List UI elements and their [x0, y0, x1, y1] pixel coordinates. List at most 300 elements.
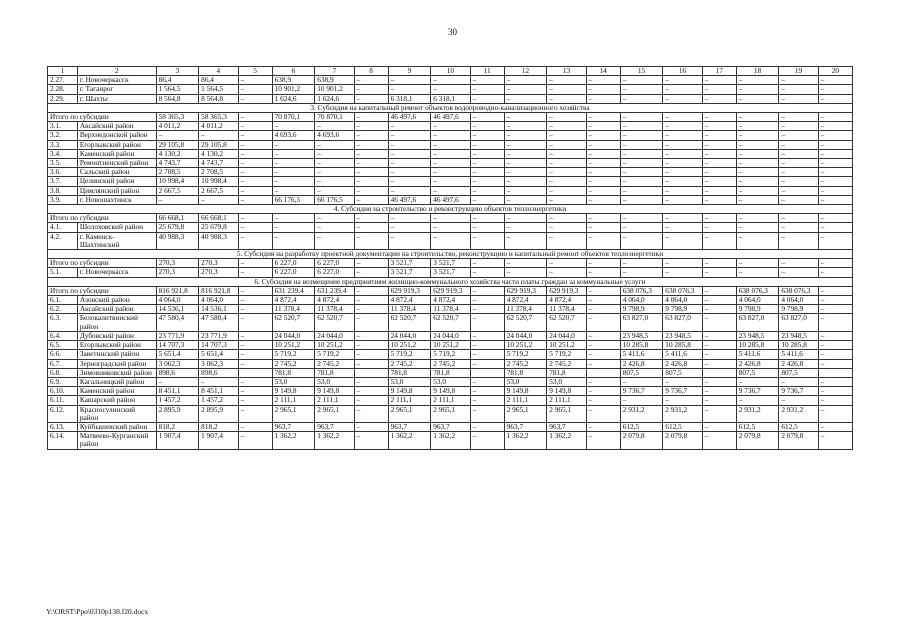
cell-value: 2 745,2	[504, 359, 547, 368]
cell-value: –	[702, 432, 736, 449]
cell-value: –	[431, 76, 470, 85]
cell-value: –	[702, 296, 736, 305]
cell-value: 5 411,6	[620, 350, 663, 359]
cell-value: 86,4	[199, 76, 238, 85]
cell-value: 5 719,2	[547, 350, 586, 359]
cell-value: –	[736, 186, 779, 195]
cell-value: 270,3	[199, 259, 238, 268]
column-header-row	[48, 67, 853, 76]
cell-value: –	[620, 85, 663, 94]
cell-value: –	[620, 122, 663, 131]
cell-value: –	[736, 177, 779, 186]
cell-value: –	[586, 122, 620, 131]
cell-value: 3 521,7	[388, 259, 431, 268]
table-row	[48, 296, 853, 305]
cell-value: –	[199, 131, 238, 140]
cell-value: –	[663, 259, 702, 268]
cell-value: –	[702, 305, 736, 314]
cell-value: –	[156, 377, 199, 386]
column-header: 8	[354, 67, 388, 76]
cell-value: –	[818, 314, 852, 331]
row-number: 6.14.	[48, 432, 78, 449]
cell-value: 2 079,8	[620, 432, 663, 449]
table-row	[48, 159, 853, 168]
cell-value: –	[818, 396, 852, 405]
cell-value: –	[702, 214, 736, 223]
row-number: 3.8.	[48, 186, 78, 195]
row-number: 2.27.	[48, 76, 78, 85]
cell-value: –	[779, 214, 818, 223]
cell-value: 2 111,1	[504, 396, 547, 405]
cell-value: 10 998,4	[199, 177, 238, 186]
district-name: Зимовниковский район	[77, 368, 156, 377]
cell-value: –	[470, 286, 504, 295]
district-name: Цимлянский район	[77, 186, 156, 195]
cell-value: –	[238, 76, 272, 85]
cell-value: 53,0	[315, 377, 354, 386]
cell-value: 807,5	[620, 368, 663, 377]
cell-value: –	[238, 122, 272, 131]
cell-value: –	[238, 331, 272, 340]
cell-value: 46 497,6	[431, 113, 470, 122]
cell-value: 2 111,1	[431, 396, 470, 405]
cell-value: –	[620, 168, 663, 177]
cell-value: –	[586, 286, 620, 295]
cell-value: –	[431, 177, 470, 186]
cell-value: 29 105,8	[199, 140, 238, 149]
table-row	[48, 177, 853, 186]
cell-value: 963,7	[315, 422, 354, 431]
cell-value: –	[818, 259, 852, 268]
cell-value: –	[818, 113, 852, 122]
cell-value: 62 520,7	[388, 314, 431, 331]
cell-value: 638 076,3	[779, 286, 818, 295]
cell-value: –	[818, 232, 852, 249]
cell-value: 4 011,2	[199, 122, 238, 131]
cell-value: –	[663, 177, 702, 186]
cell-value: –	[238, 159, 272, 168]
cell-value: –	[663, 85, 702, 94]
cell-value: 70 870,1	[272, 113, 315, 122]
table-row	[48, 314, 853, 331]
cell-value: –	[620, 259, 663, 268]
cell-value: –	[818, 377, 852, 386]
cell-value: 2 965,1	[315, 405, 354, 422]
cell-value: –	[702, 314, 736, 331]
cell-value: –	[470, 422, 504, 431]
cell-value: 612,5	[663, 422, 702, 431]
cell-value: 807,5	[779, 368, 818, 377]
cell-value: 46 497,6	[431, 195, 470, 204]
cell-value: –	[388, 76, 431, 85]
cell-value: –	[586, 341, 620, 350]
cell-value: 1 362,2	[504, 432, 547, 449]
column-header: 6	[272, 67, 315, 76]
cell-value: 4 872,4	[431, 296, 470, 305]
cell-value: –	[818, 85, 852, 94]
cell-value: 10 901,2	[272, 85, 315, 94]
cell-value: 63 827,0	[620, 314, 663, 331]
cell-value: –	[315, 214, 354, 223]
cell-value: –	[156, 195, 199, 204]
cell-value: –	[779, 177, 818, 186]
column-header: 19	[779, 67, 818, 76]
table-row	[48, 94, 853, 103]
cell-value: –	[388, 131, 431, 140]
cell-value: –	[702, 396, 736, 405]
row-number: 3.7.	[48, 177, 78, 186]
cell-value: –	[238, 432, 272, 449]
cell-value: 24 044,0	[388, 331, 431, 340]
cell-value: –	[388, 159, 431, 168]
section-title: 4. Субсидия на строительство и реконструкцию объектов теплоэнергетики	[48, 205, 853, 214]
cell-value: –	[199, 377, 238, 386]
cell-value: 46 497,6	[388, 113, 431, 122]
cell-value: 62 520,7	[504, 314, 547, 331]
cell-value: 63 827,0	[663, 314, 702, 331]
cell-value: 270,3	[199, 268, 238, 277]
cell-value: 1 362,2	[547, 432, 586, 449]
cell-value: –	[663, 113, 702, 122]
cell-value: 3 062,3	[156, 359, 199, 368]
cell-value: –	[586, 359, 620, 368]
cell-value: –	[504, 168, 547, 177]
section-header-row	[48, 205, 853, 214]
cell-value: 70 870,1	[315, 113, 354, 122]
cell-value: 11 378,4	[547, 305, 586, 314]
cell-value: 816 921,8	[156, 286, 199, 295]
cell-value: –	[779, 149, 818, 158]
column-header: 2	[77, 67, 156, 76]
cell-value: –	[818, 94, 852, 103]
cell-value: –	[431, 159, 470, 168]
cell-value: 23 948,5	[663, 331, 702, 340]
cell-value: 781,8	[388, 368, 431, 377]
cell-value: –	[315, 177, 354, 186]
cell-value: 11 378,4	[272, 305, 315, 314]
cell-value: –	[388, 168, 431, 177]
cell-value: 4 064,0	[779, 296, 818, 305]
cell-value: –	[620, 396, 663, 405]
cell-value: –	[586, 85, 620, 94]
cell-value: 9 798,9	[663, 305, 702, 314]
cell-value: 807,5	[736, 368, 779, 377]
cell-value: 58 365,3	[156, 113, 199, 122]
cell-value: –	[504, 113, 547, 122]
cell-value: –	[702, 122, 736, 131]
cell-value: –	[388, 122, 431, 131]
cell-value: –	[354, 159, 388, 168]
cell-value: 2 708,5	[156, 168, 199, 177]
cell-value: –	[779, 377, 818, 386]
cell-value: –	[470, 131, 504, 140]
section-title: 5. Субсидия на разработку проектной документации на строительство, реконструкцию и капитальный ремонт объектов теплоэнергетики	[48, 250, 853, 259]
cell-value: –	[470, 377, 504, 386]
cell-value: 2 895,9	[156, 405, 199, 422]
cell-value: –	[238, 214, 272, 223]
cell-value: –	[272, 223, 315, 232]
cell-value: –	[818, 387, 852, 396]
cell-value: –	[470, 405, 504, 422]
cell-value: –	[586, 168, 620, 177]
cell-value: –	[702, 113, 736, 122]
cell-value: –	[315, 159, 354, 168]
cell-value: –	[504, 177, 547, 186]
cell-value: –	[238, 422, 272, 431]
cell-value: 9 798,9	[620, 305, 663, 314]
cell-value: –	[818, 432, 852, 449]
cell-value: 638,9	[272, 76, 315, 85]
table-row	[48, 149, 853, 158]
cell-value: –	[547, 214, 586, 223]
cell-value: –	[586, 159, 620, 168]
cell-value: –	[779, 159, 818, 168]
cell-value: 9 736,7	[663, 387, 702, 396]
cell-value: –	[199, 195, 238, 204]
cell-value: –	[547, 168, 586, 177]
cell-value: 4 872,4	[315, 296, 354, 305]
cell-value: –	[779, 232, 818, 249]
cell-value: –	[315, 122, 354, 131]
cell-value: 1 624,6	[272, 94, 315, 103]
cell-value: –	[663, 214, 702, 223]
cell-value: 1 362,2	[315, 432, 354, 449]
row-number: 6.13.	[48, 422, 78, 431]
cell-value: –	[354, 432, 388, 449]
cell-value: –	[702, 232, 736, 249]
cell-value: 5 411,6	[779, 350, 818, 359]
cell-value: –	[586, 432, 620, 449]
cell-value: 2 965,1	[388, 405, 431, 422]
district-name: Целинский район	[77, 177, 156, 186]
cell-value: –	[431, 131, 470, 140]
district-name: Егорлыкский район	[77, 140, 156, 149]
cell-value: –	[238, 223, 272, 232]
cell-value: 14 707,3	[199, 341, 238, 350]
cell-value: –	[156, 131, 199, 140]
cell-value: 58 365,3	[199, 113, 238, 122]
cell-value: –	[431, 223, 470, 232]
cell-value: –	[586, 268, 620, 277]
cell-value: –	[431, 140, 470, 149]
cell-value: –	[586, 113, 620, 122]
cell-value: 5 651,4	[156, 350, 199, 359]
cell-value: –	[504, 259, 547, 268]
cell-value: –	[470, 140, 504, 149]
cell-value: –	[238, 186, 272, 195]
cell-value: –	[354, 341, 388, 350]
cell-value: –	[620, 232, 663, 249]
cell-value: –	[818, 223, 852, 232]
table-row	[48, 341, 853, 350]
cell-value: 62 520,7	[315, 314, 354, 331]
subtotal-label: Итого по субсидии	[48, 286, 157, 295]
cell-value	[470, 368, 504, 377]
cell-value: 898,6	[156, 368, 199, 377]
cell-value: –	[702, 341, 736, 350]
cell-value: –	[354, 76, 388, 85]
cell-value: 66 668,1	[199, 214, 238, 223]
column-header: 9	[388, 67, 431, 76]
section-title: 3. Субсидия на капитальный ремонт объектов водопроводно-канализационного хозяйства	[48, 103, 853, 112]
cell-value: –	[470, 149, 504, 158]
cell-value: 2 426,8	[663, 359, 702, 368]
cell-value: –	[504, 131, 547, 140]
cell-value: 3 062,3	[199, 359, 238, 368]
cell-value: 10 251,2	[388, 341, 431, 350]
cell-value: –	[736, 223, 779, 232]
cell-value: –	[779, 195, 818, 204]
row-number: 6.12.	[48, 405, 78, 422]
cell-value: –	[663, 223, 702, 232]
cell-value: –	[431, 186, 470, 195]
subsidy-table	[47, 66, 853, 450]
row-number: 6.6.	[48, 350, 78, 359]
cell-value: –	[470, 359, 504, 368]
cell-value: –	[702, 186, 736, 195]
cell-value: 5 719,2	[272, 350, 315, 359]
cell-value: 963,7	[547, 422, 586, 431]
cell-value: 629 919,3	[504, 286, 547, 295]
cell-value: –	[272, 159, 315, 168]
cell-value: –	[504, 149, 547, 158]
cell-value: 66 176,5	[272, 195, 315, 204]
cell-value: –	[818, 286, 852, 295]
cell-value: –	[702, 405, 736, 422]
subtotal-row	[48, 113, 853, 122]
cell-value: –	[702, 168, 736, 177]
subtotal-row	[48, 286, 853, 295]
district-name: Аксайский район	[77, 305, 156, 314]
cell-value: 24 044,0	[315, 331, 354, 340]
cell-value: –	[354, 168, 388, 177]
cell-value: –	[702, 259, 736, 268]
cell-value: –	[354, 331, 388, 340]
table-row	[48, 186, 853, 195]
cell-value: –	[315, 186, 354, 195]
cell-value: –	[547, 195, 586, 204]
cell-value: –	[702, 149, 736, 158]
cell-value: –	[547, 131, 586, 140]
cell-value: 4 064,0	[663, 296, 702, 305]
section-header-row	[48, 277, 853, 286]
cell-value: –	[586, 396, 620, 405]
cell-value: 1 362,2	[388, 432, 431, 449]
cell-value: –	[238, 168, 272, 177]
cell-value: –	[736, 195, 779, 204]
cell-value: –	[470, 341, 504, 350]
cell-value: –	[238, 259, 272, 268]
cell-value: –	[620, 195, 663, 204]
cell-value: –	[504, 122, 547, 131]
cell-value: –	[736, 140, 779, 149]
cell-value: –	[663, 159, 702, 168]
cell-value: –	[736, 113, 779, 122]
cell-value: 2 745,2	[431, 359, 470, 368]
cell-value: –	[272, 168, 315, 177]
cell-value: –	[504, 214, 547, 223]
cell-value: –	[620, 223, 663, 232]
subtotal-label: Итого по субсидии	[48, 113, 157, 122]
district-name: Верхнедонской район	[77, 131, 156, 140]
cell-value: –	[354, 140, 388, 149]
cell-value: 638,9	[315, 76, 354, 85]
cell-value: –	[431, 214, 470, 223]
cell-value: 9 149,8	[272, 387, 315, 396]
district-name: Кагальницкий район	[77, 377, 156, 386]
cell-value: 807,5	[663, 368, 702, 377]
cell-value: –	[470, 94, 504, 103]
subtotal-label: Итого по субсидии	[48, 259, 157, 268]
cell-value: 10 251,2	[431, 341, 470, 350]
cell-value: –	[818, 405, 852, 422]
cell-value: –	[272, 232, 315, 249]
cell-value: 781,8	[431, 368, 470, 377]
cell-value: 10 251,2	[547, 341, 586, 350]
cell-value: 6 227,0	[272, 268, 315, 277]
cell-value: –	[779, 168, 818, 177]
cell-value: –	[547, 177, 586, 186]
cell-value: –	[620, 94, 663, 103]
cell-value: –	[354, 350, 388, 359]
cell-value: –	[779, 131, 818, 140]
cell-value: –	[663, 131, 702, 140]
cell-value: –	[736, 268, 779, 277]
cell-value: 53,0	[431, 377, 470, 386]
cell-value: –	[354, 177, 388, 186]
cell-value: –	[238, 396, 272, 405]
cell-value: 11 378,4	[315, 305, 354, 314]
cell-value: –	[663, 76, 702, 85]
cell-value: 6 318,1	[388, 94, 431, 103]
cell-value: 4 872,4	[547, 296, 586, 305]
column-header: 20	[818, 67, 852, 76]
row-number: 3.2.	[48, 131, 78, 140]
cell-value: 1 457,2	[199, 396, 238, 405]
cell-value: –	[818, 159, 852, 168]
cell-value: 629 919,3	[388, 286, 431, 295]
cell-value: 23 948,5	[620, 331, 663, 340]
cell-value: 963,7	[431, 422, 470, 431]
table-row	[48, 195, 853, 204]
cell-value: –	[238, 387, 272, 396]
cell-value: 14 707,3	[156, 341, 199, 350]
cell-value: 53,0	[504, 377, 547, 386]
cell-value: 2 667,5	[199, 186, 238, 195]
cell-value: –	[586, 422, 620, 431]
district-name: г. Таганрог	[77, 85, 156, 94]
cell-value: 4 011,2	[156, 122, 199, 131]
cell-value: 10 285,8	[663, 341, 702, 350]
district-name: Заветинский район	[77, 350, 156, 359]
cell-value: 53,0	[272, 377, 315, 386]
cell-value: –	[315, 149, 354, 158]
district-name: Кашарский район	[77, 396, 156, 405]
cell-value: –	[663, 396, 702, 405]
cell-value	[238, 368, 272, 377]
cell-value: 4 872,4	[272, 296, 315, 305]
table-row	[48, 76, 853, 85]
cell-value: –	[431, 122, 470, 131]
cell-value: –	[238, 195, 272, 204]
cell-value: –	[238, 405, 272, 422]
cell-value: –	[470, 76, 504, 85]
cell-value: –	[354, 122, 388, 131]
row-number: 6.5.	[48, 341, 78, 350]
cell-value: –	[736, 131, 779, 140]
cell-value: –	[818, 140, 852, 149]
cell-value: 1 457,2	[156, 396, 199, 405]
